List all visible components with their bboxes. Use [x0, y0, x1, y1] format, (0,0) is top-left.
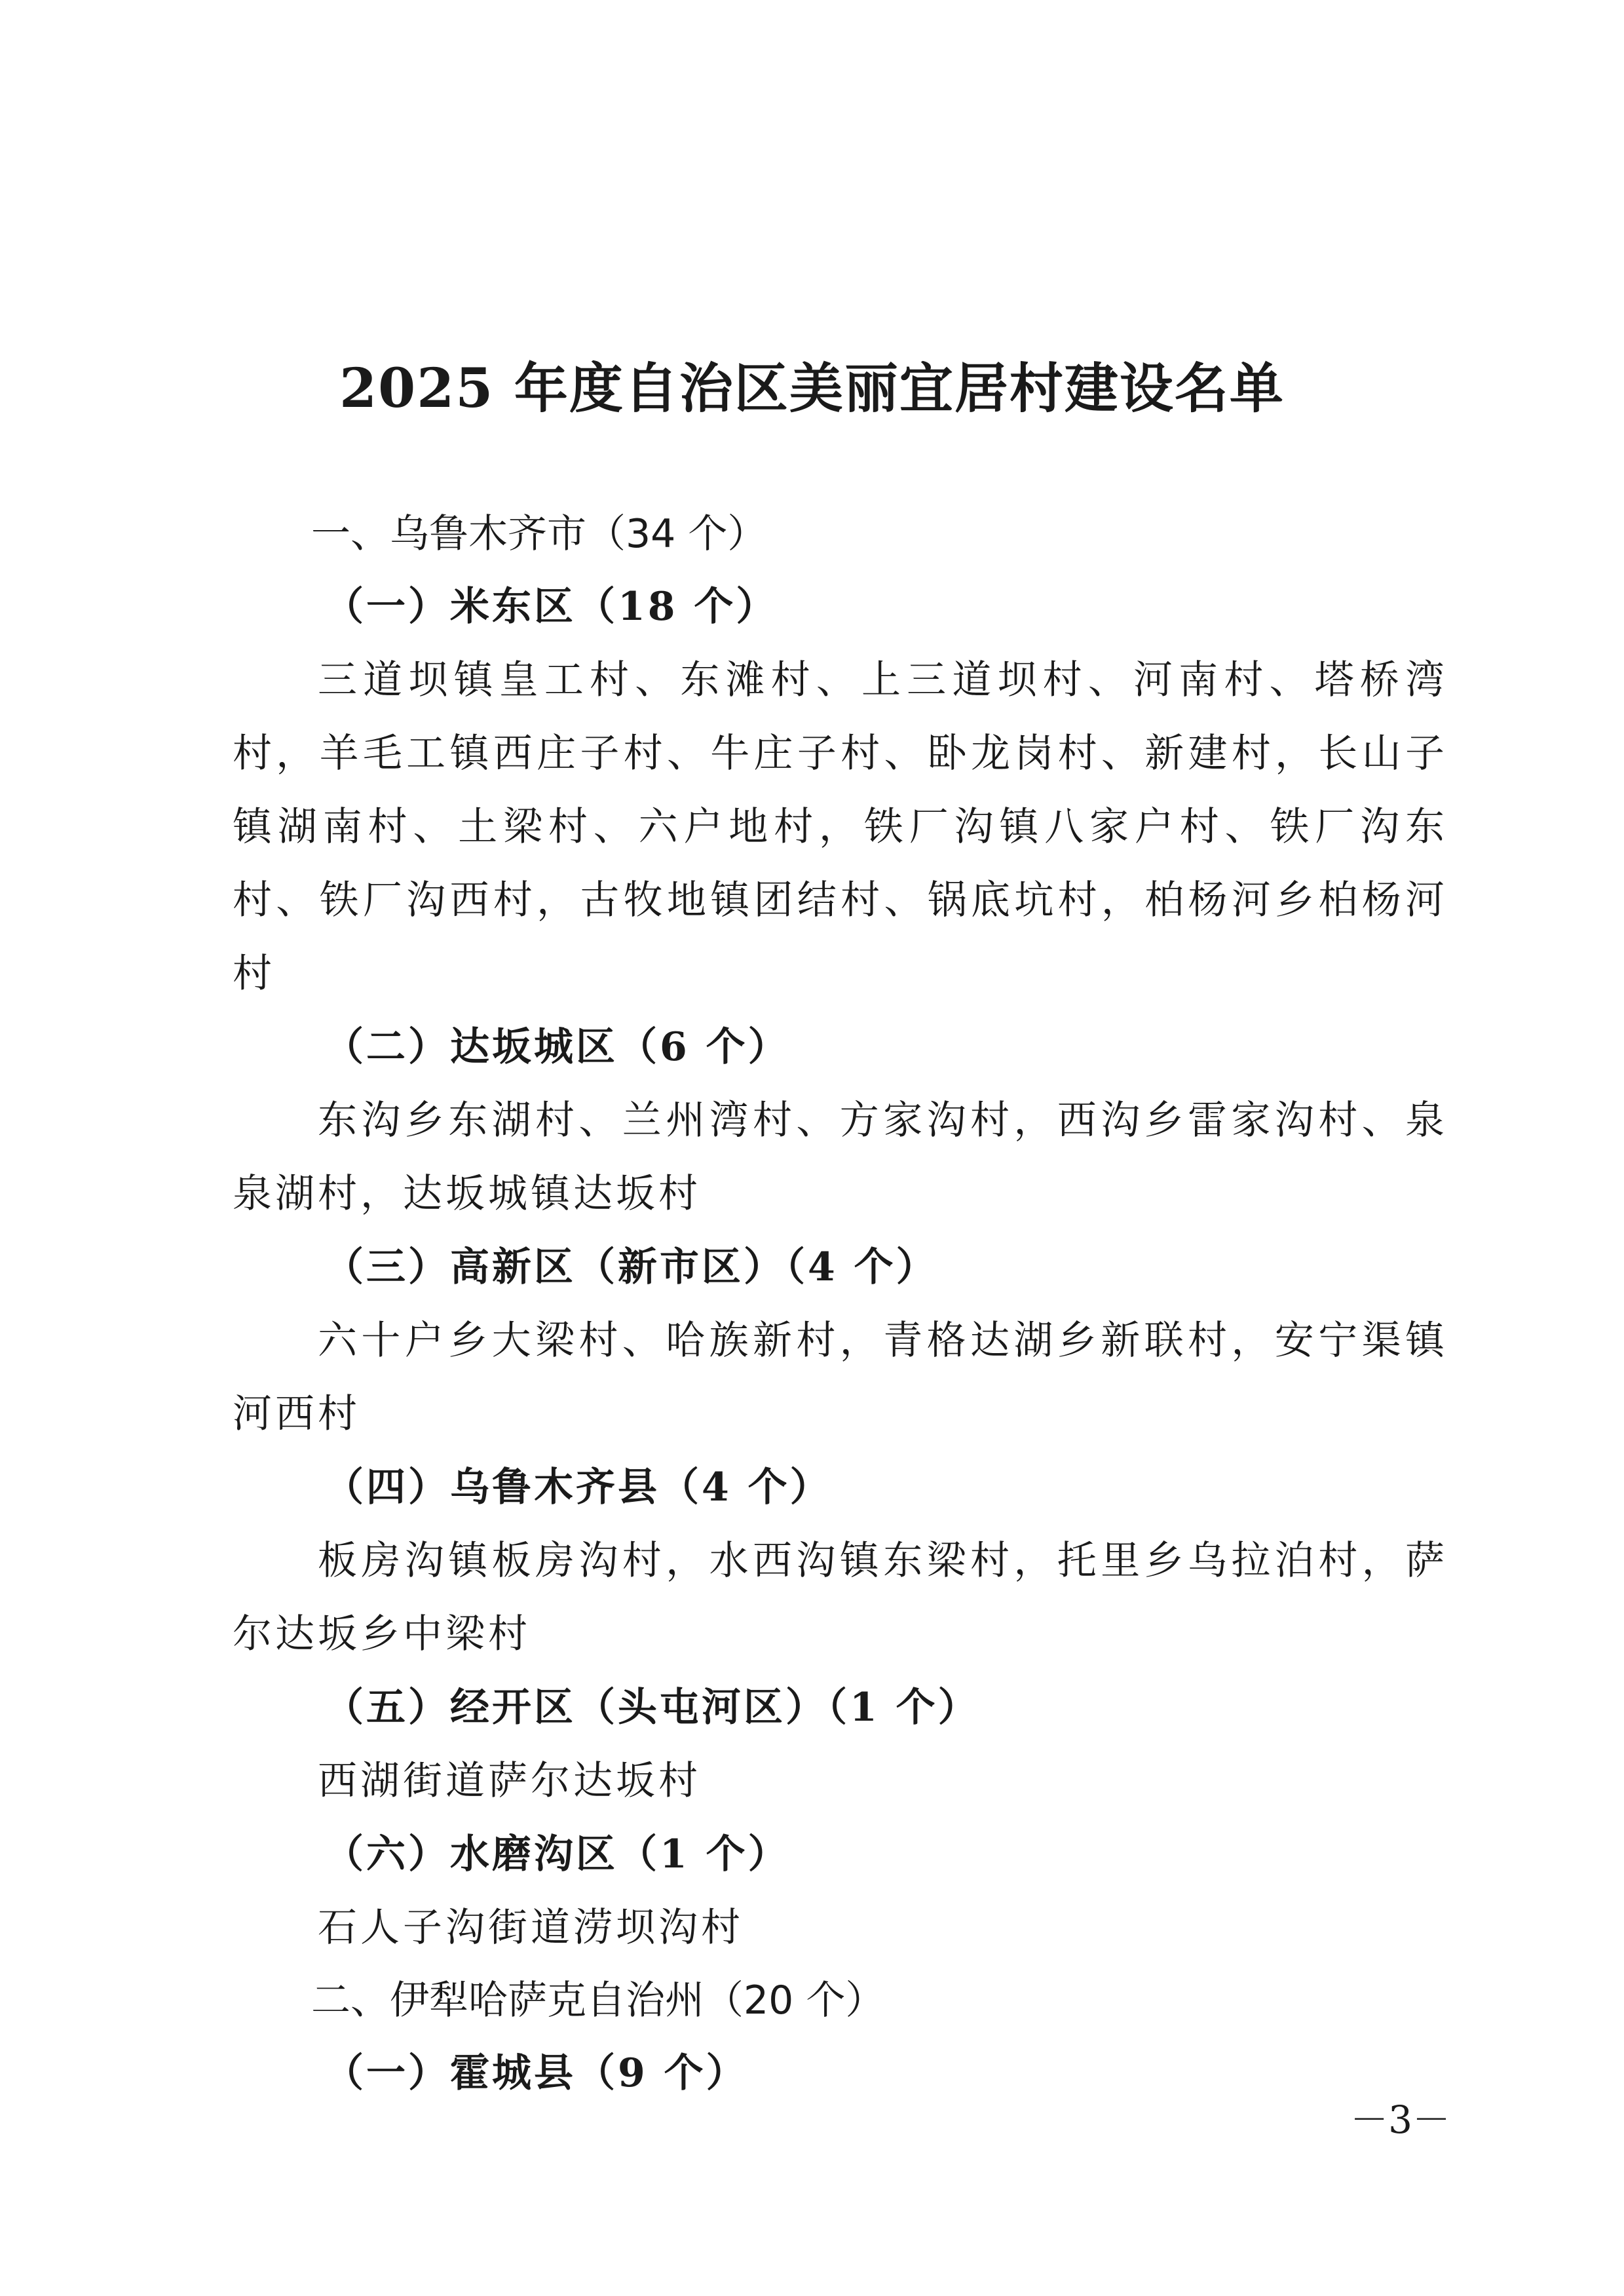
subsection-heading: （四）乌鲁木齐县（4 个）: [324, 1464, 832, 1510]
section-heading: 一、乌鲁木齐市（34 个）: [311, 511, 767, 557]
section-heading: 二、伊犁哈萨克自治州（20 个）: [311, 1978, 885, 2023]
village-list: 板房沟镇板房沟村，水西沟镇东梁村，托里乡乌拉泊村，萨尔达坂乡中梁村: [233, 1538, 1448, 1657]
village-list: 石人子沟街道涝坝沟村: [318, 1905, 744, 1951]
village-list: 东沟乡东湖村、兰州湾村、方家沟村，西沟乡雷家沟村、泉泉湖村，达坂城镇达坂村: [233, 1098, 1448, 1217]
subsection-heading: （五）经开区（头屯河区）（1 个）: [324, 1685, 980, 1731]
subsection-heading: （二）达坂城区（6 个）: [324, 1024, 790, 1070]
subsection-heading: （一）米东区（18 个）: [324, 584, 778, 630]
subsection-heading: （一）霍城县（9 个）: [324, 2050, 748, 2096]
subsection-heading: （六）水磨沟区（1 个）: [324, 1831, 790, 1877]
subsection-heading: （三）高新区（新市区）（4 个）: [324, 1244, 938, 1290]
village-list: 三道坝镇皇工村、东滩村、上三道坝村、河南村、塔桥湾村，羊毛工镇西庄子村、牛庄子村、卧龙岗村、新建村，长山子镇湖南村、土梁村、六户地村，铁厂沟镇八家户村、铁厂沟东村、铁厂沟西村，古牧地镇团结村、锅底坑村，柏杨河乡柏杨河村: [233, 657, 1448, 997]
document-title: 2025 年度自治区美丽宜居村建设名单: [339, 357, 1285, 420]
document-body: [233, 498, 1448, 2110]
page-number: －3－: [1350, 2097, 1450, 2142]
village-list: 六十户乡大梁村、哈族新村，青格达湖乡新联村，安宁渠镇河西村: [233, 1318, 1448, 1437]
village-list: 西湖街道萨尔达坂村: [318, 1758, 701, 1804]
